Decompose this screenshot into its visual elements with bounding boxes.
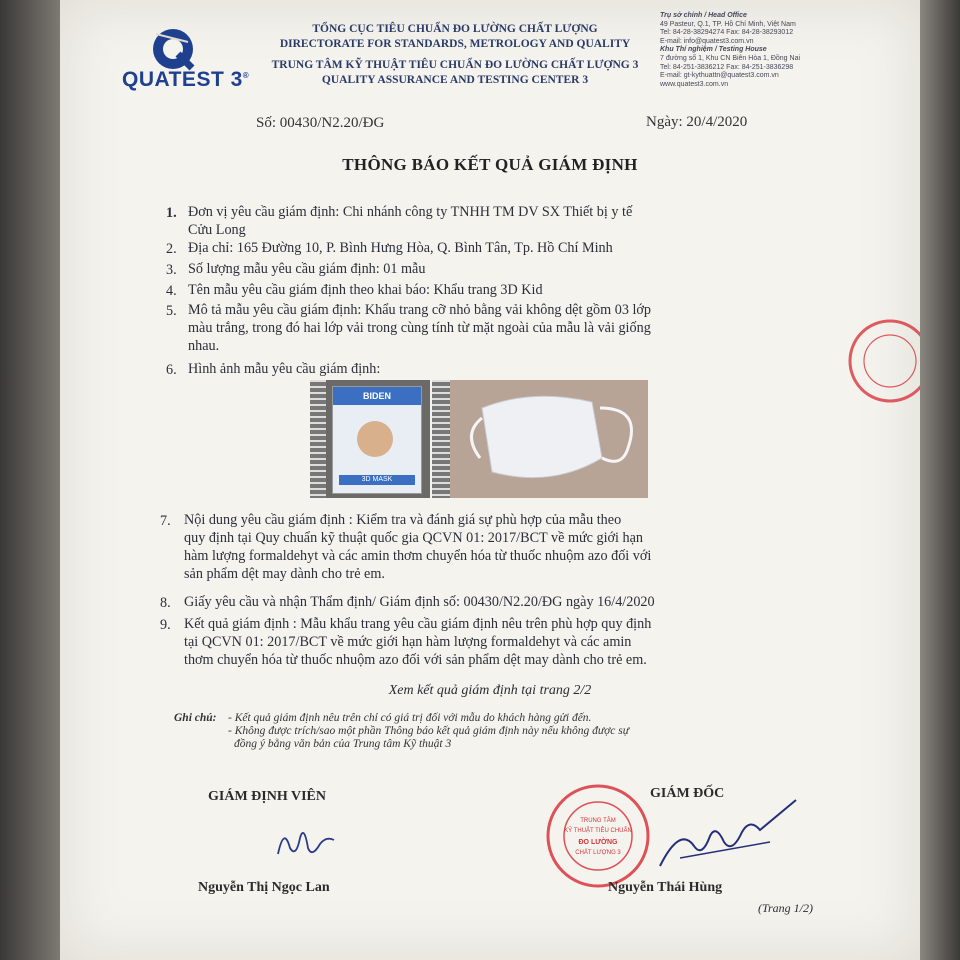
contact-line: www.quatest3.com.vn <box>660 80 729 88</box>
document-page <box>60 0 920 960</box>
quatest-logo-icon <box>148 24 198 74</box>
item-text <box>184 615 844 669</box>
item-line: Hình ảnh mẫu yêu cầu giám định: <box>188 361 381 377</box>
item-text <box>188 301 828 355</box>
header-line-3: TRUNG TÂM KỸ THUẬT TIÊU CHUẨN ĐO LƯỜNG CHẤT LƯỢNG 3 <box>271 59 639 71</box>
header-line-1: TỔNG CỤC TIÊU CHUẨN ĐO LƯỜNG CHẤT LƯỢNG <box>312 23 598 35</box>
inspector-title: GIÁM ĐỊNH VIÊN <box>208 789 326 804</box>
contact-line: E-mail: gt-kythuattn@quatest3.com.vn <box>660 72 779 80</box>
page-number: (Trang 1/2) <box>758 901 814 915</box>
director-name: Nguyễn Thái Hùng <box>608 880 723 895</box>
item-line: tại QCVN 01: 2017/BCT về mức giới hạn hàm lượng formaldehyt và các amin <box>184 634 632 650</box>
contact-line: E-mail: info@quatest3.com.vn <box>660 37 754 45</box>
see-result-note: Xem kết quả giám định tại trang 2/2 <box>388 683 592 698</box>
header-line-2: DIRECTORATE FOR STANDARDS, METROLOGY AND QUALITY <box>279 38 631 50</box>
header-line-4: QUALITY ASSURANCE AND TESTING CENTER 3 <box>321 74 589 86</box>
note-label: Ghi chú: <box>174 712 217 724</box>
reference-number: Số: 00430/N2.20/ĐG <box>256 115 385 131</box>
item-text <box>184 511 844 583</box>
contact-line: Trụ sở chính / Head Office <box>660 12 747 19</box>
svg-text:ĐO LƯỜNG: ĐO LƯỜNG <box>578 839 618 846</box>
director-signature-icon <box>650 796 800 876</box>
item-number: 8. <box>160 595 171 611</box>
note-line: - Không được trích/sao một phần Thông báo kết quả giám định này nếu không được sự <box>228 725 629 737</box>
item-number: 3. <box>166 262 177 278</box>
logo-text: QUATEST 3® <box>122 68 250 91</box>
item-line: sản phẩm dệt may dành cho trẻ em. <box>184 566 385 582</box>
item-number: 2. <box>166 241 177 257</box>
item-line: quy định tại Quy chuẩn kỹ thuật quốc gia QCVN 01: 2017/BCT về mức giới hạn <box>184 530 644 546</box>
contact-line: 49 Pasteur, Q.1, TP. Hồ Chí Minh, Việt Nam <box>660 20 796 28</box>
contact-line: 7 đường số 1, Khu CN Biên Hòa 1, Đồng Nai <box>660 54 801 62</box>
svg-text:TRUNG TÂM: TRUNG TÂM <box>580 818 616 824</box>
sample-mask-photo <box>432 380 648 498</box>
partial-stamp-icon <box>830 316 920 406</box>
inspector-name: Nguyễn Thị Ngọc Lan <box>198 880 330 895</box>
photo-background-left <box>0 0 60 960</box>
item-line: Nội dung yêu cầu giám định : Kiểm tra và đánh giá sự phù hợp của mẫu theo <box>184 512 622 528</box>
list-item <box>166 204 177 222</box>
note-line: - Kết quả giám định nêu trên chỉ có giá trị đối với mẫu do khách hàng gửi đến. <box>228 712 592 724</box>
item-number: 4. <box>166 283 177 299</box>
org-header <box>230 22 680 88</box>
box-sub-label: 3D MASK <box>339 475 415 485</box>
contact-line: Khu Thí nghiệm / Testing House <box>660 46 767 54</box>
note-line: đồng ý bằng văn bản của Trung tâm Kỹ thuật 3 <box>234 738 452 750</box>
item-line: màu trắng, trong đó hai lớp vải trong cùng tính từ mặt ngoài của mẫu là vải giống <box>188 320 651 336</box>
item-line: Giấy yêu cầu và nhận Thẩm định/ Giám định số: 00430/N2.20/ĐG ngày 16/4/2020 <box>184 594 655 610</box>
item-number: 5. <box>166 303 177 319</box>
item-line: Mô tả mẫu yêu cầu giám định: Khẩu trang cỡ nhỏ bằng vải không dệt gồm 03 lớp <box>188 302 651 318</box>
item-line: Đơn vị yêu cầu giám định: Chi nhánh công ty TNHH TM DV SX Thiết bị y tế <box>188 204 633 220</box>
contact-line: Tel: 84-28-38294274 Fax: 84-28-38293012 <box>660 29 794 37</box>
item-line: Cửu Long <box>188 222 246 238</box>
official-stamp-icon <box>544 782 652 890</box>
box-brand-label: BIDEN <box>333 387 421 405</box>
item-number: 9. <box>160 617 171 633</box>
note-text <box>228 712 828 751</box>
svg-text:CHẤT LƯỢNG 3: CHẤT LƯỢNG 3 <box>575 850 621 856</box>
child-figure-icon <box>357 421 393 457</box>
item-line: Địa chỉ: 165 Đường 10, P. Bình Hưng Hòa, Q. Bình Tân, Tp. Hồ Chí Minh <box>188 240 613 256</box>
item-text <box>188 203 828 239</box>
item-line: Tên mẫu yêu cầu giám định theo khai báo: Khẩu trang 3D Kid <box>188 282 543 298</box>
item-line: nhau. <box>188 338 220 354</box>
inspector-signature-icon <box>274 818 344 862</box>
sample-box-photo <box>310 380 430 498</box>
director-title: GIÁM ĐỐC <box>650 786 725 801</box>
contact-block <box>660 12 870 89</box>
document-date: Ngày: 20/4/2020 <box>646 114 748 130</box>
contact-line: Tel: 84-251-3836212 Fax: 84-251-3836298 <box>660 63 794 71</box>
item-number: 7. <box>160 513 171 529</box>
mask-icon <box>452 388 648 492</box>
item-line: Số lượng mẫu yêu cầu giám định: 01 mẫu <box>188 261 426 277</box>
item-line: Kết quả giám định : Mẫu khẩu trang yêu cầu giám định nêu trên phù hợp quy định <box>184 616 652 632</box>
item-number: 6. <box>166 362 177 378</box>
svg-text:KỸ THUẬT TIÊU CHUẨN: KỸ THUẬT TIÊU CHUẨN <box>564 828 632 834</box>
photo-background-right <box>920 0 960 960</box>
item-number: 1. <box>166 205 177 221</box>
document-title: THÔNG BÁO KẾT QUẢ GIÁM ĐỊNH <box>342 155 638 174</box>
item-line: thơm chuyển hóa từ thuốc nhuộm azo đối với sản phẩm dệt may dành cho trẻ em. <box>184 652 647 668</box>
item-line: hàm lượng formaldehyt và các amin thơm chuyển hóa từ thuốc nhuộm azo đối với <box>184 548 652 564</box>
